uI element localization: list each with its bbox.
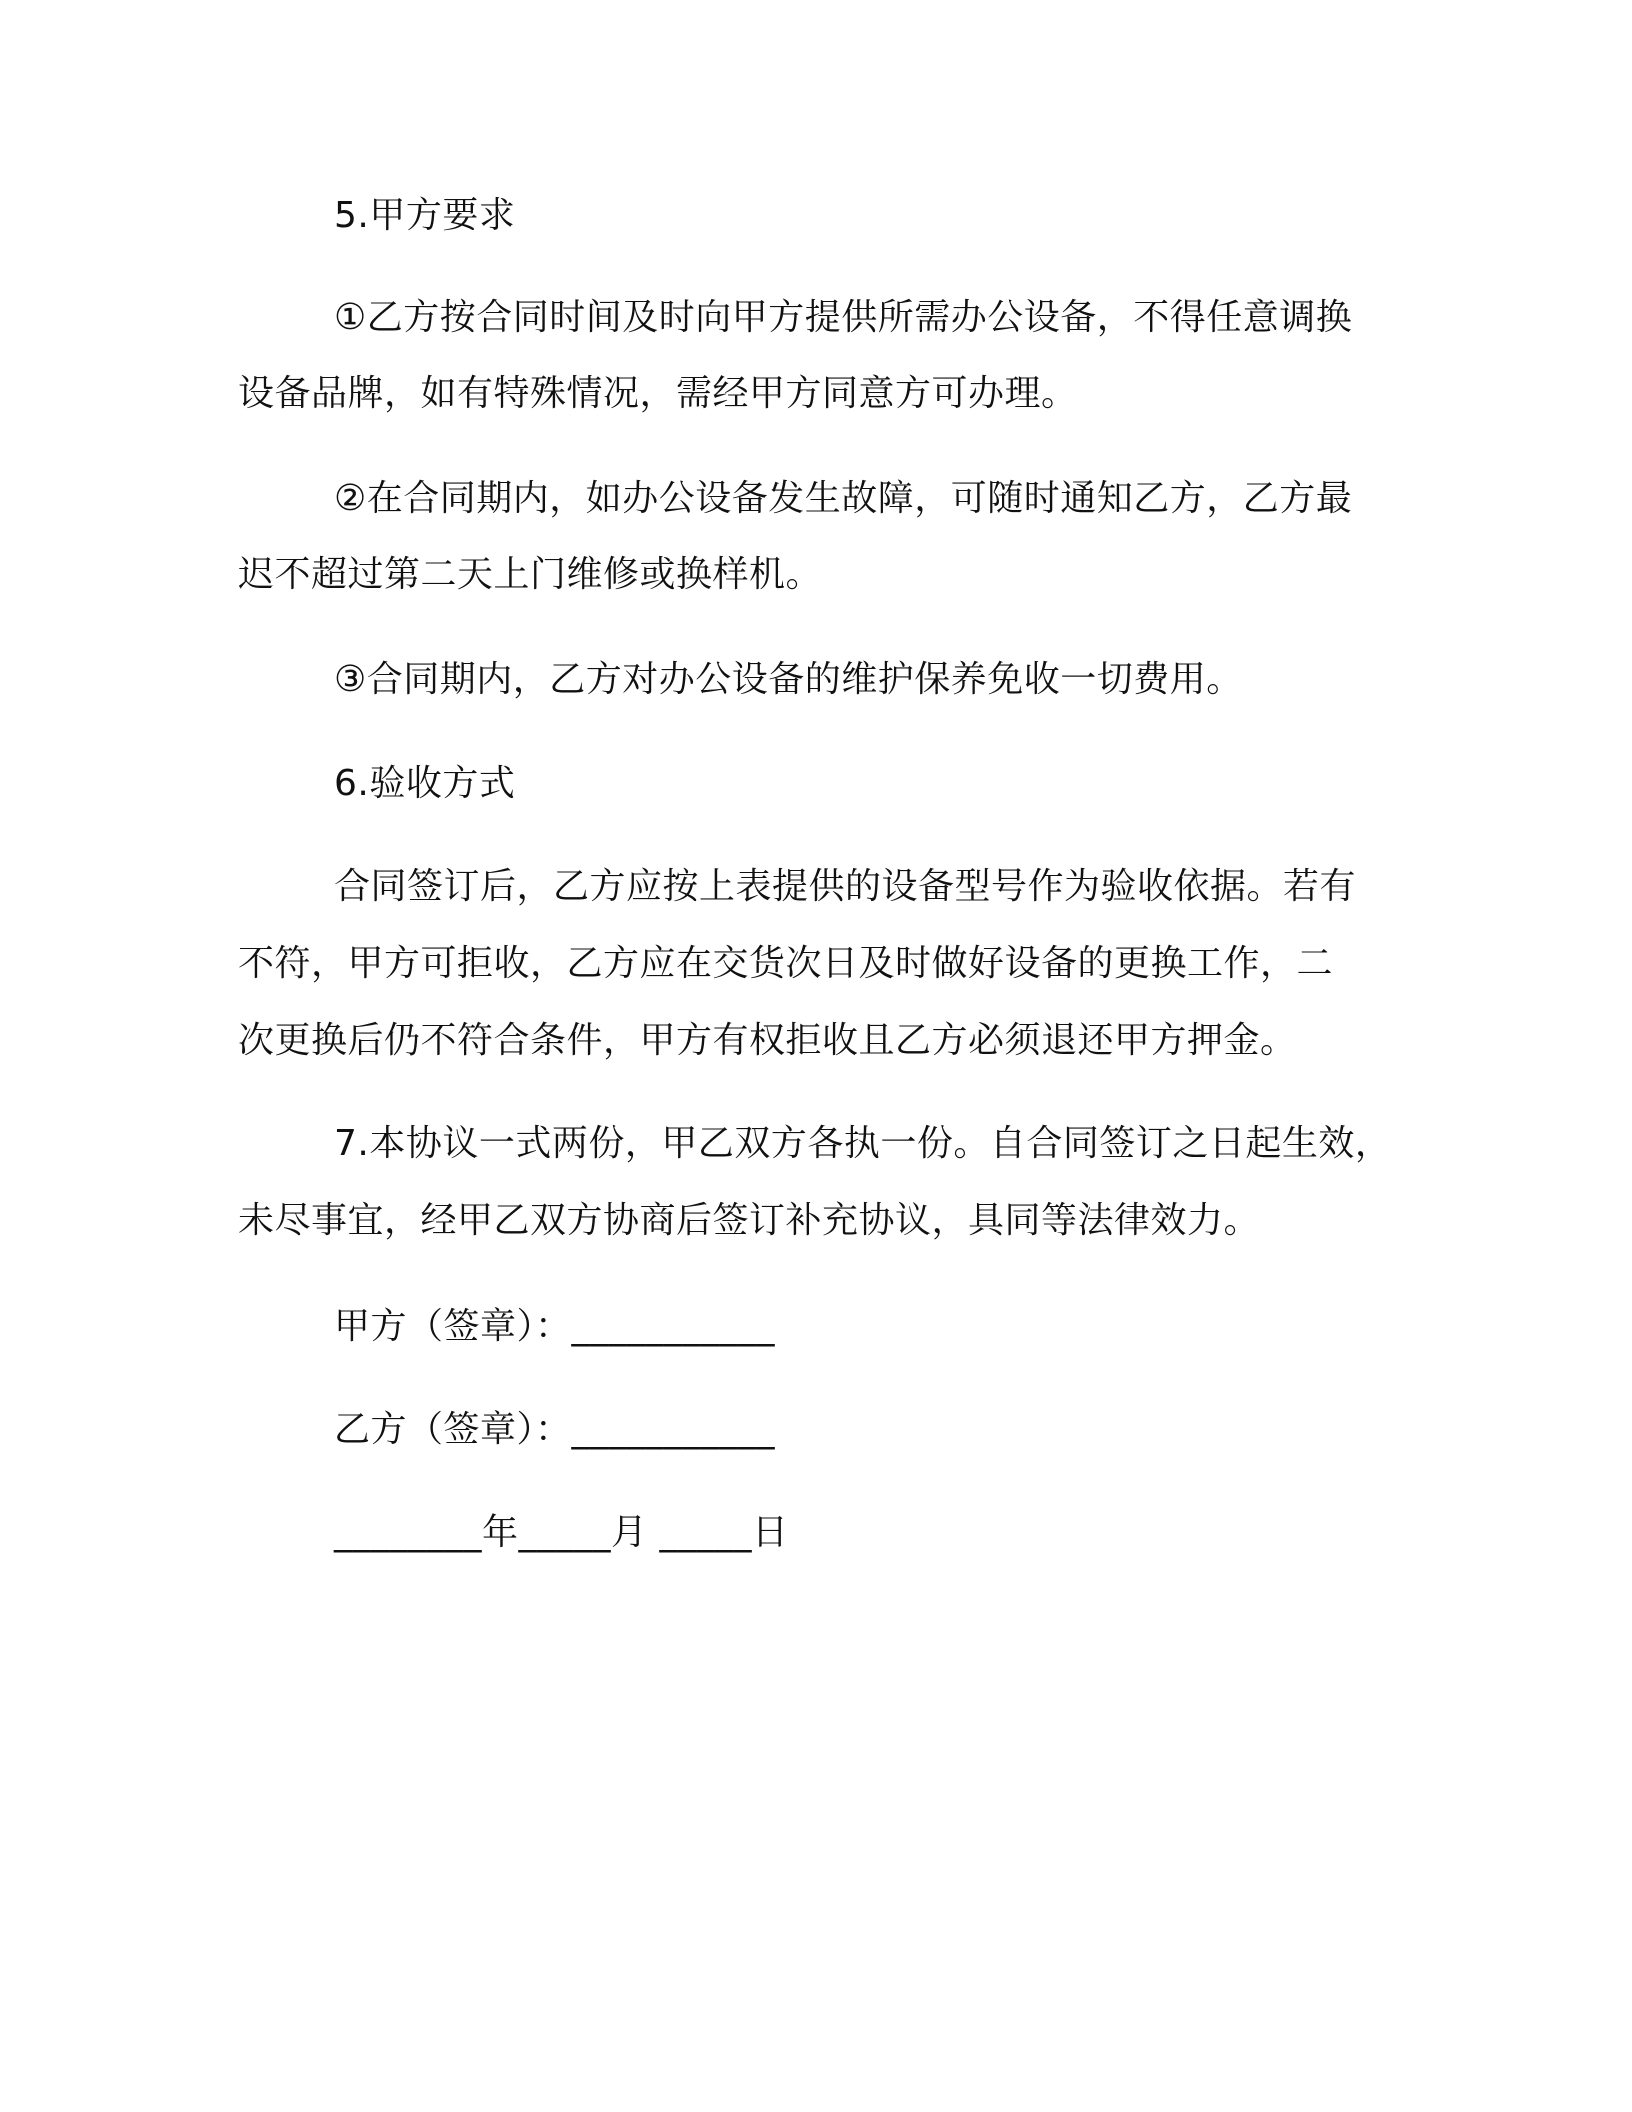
section-5-item-2-line-2: 迟不超过第二天上门维修或换样机。 <box>238 554 823 595</box>
section-5-item-1-line-1: ①乙方按合同时间及时向甲方提供所需办公设备，不得任意调换 <box>334 297 1353 338</box>
section-7-line-1: 7.本协议一式两份，甲乙双方各执一份。自合同签订之日起生效， <box>334 1123 1392 1164</box>
section-6-heading: 6.验收方式 <box>334 763 516 804</box>
section-5-item-1-line-2: 设备品牌，如有特殊情况，需经甲方同意方可办理。 <box>238 373 1078 414</box>
section-5-heading: 5.甲方要求 <box>334 195 516 236</box>
section-6-paragraph-line-2: 不符，甲方可拒收，乙方应在交货次日及时做好设备的更换工作，二 <box>238 943 1334 984</box>
signature-date: ________年_____月 _____日 <box>334 1512 789 1553</box>
section-7-line-2: 未尽事宜，经甲乙双方协商后签订补充协议，具同等法律效力。 <box>238 1200 1261 1241</box>
party-a-signature: 甲方（签章）：___________ <box>334 1306 776 1347</box>
section-5-item-2-line-1: ②在合同期内，如办公设备发生故障，可随时通知乙方，乙方最 <box>334 478 1353 519</box>
section-5-item-3-line-1: ③合同期内，乙方对办公设备的维护保养免收一切费用。 <box>334 659 1243 700</box>
section-6-paragraph-line-1: 合同签订后，乙方应按上表提供的设备型号作为验收依据。若有 <box>334 866 1357 907</box>
section-6-paragraph-line-3: 次更换后仍不符合条件，甲方有权拒收且乙方必须退还甲方押金。 <box>238 1020 1297 1061</box>
party-b-signature: 乙方（签章）：___________ <box>334 1409 776 1450</box>
